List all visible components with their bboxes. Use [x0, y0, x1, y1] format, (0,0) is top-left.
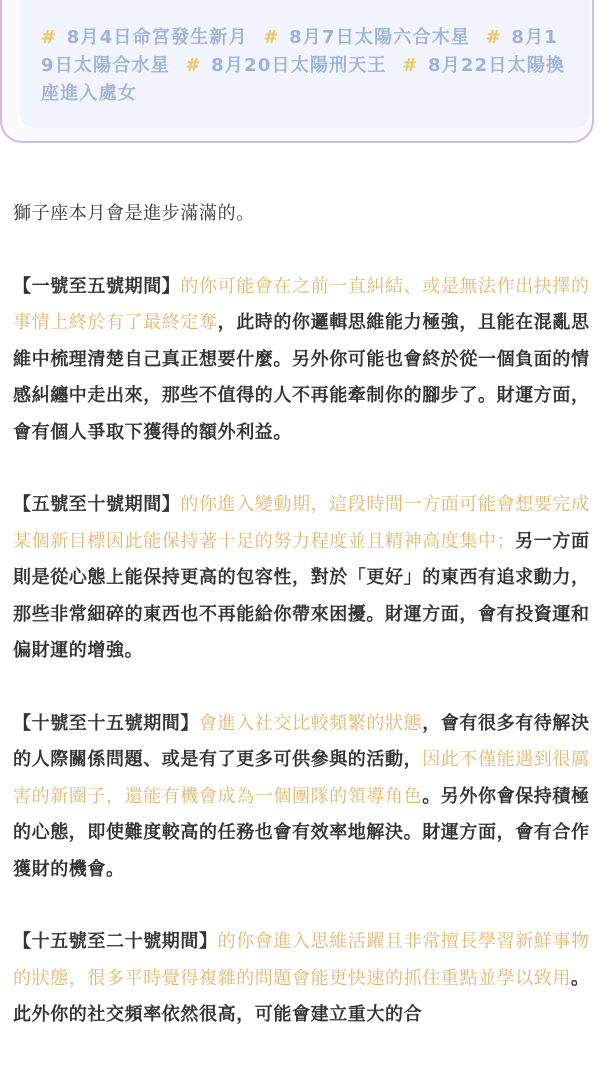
- tag-item[interactable]: [263, 27, 470, 48]
- tag-item[interactable]: [41, 27, 248, 48]
- section-period: 【一號至五號期間】: [13, 275, 181, 297]
- tag-label: 8月20日太陽刑天王: [211, 55, 387, 76]
- section-paragraph: [13, 706, 591, 889]
- section-highlight: 的你會進入思維活躍且非常擅長學習新鮮事物的狀態，很多平時覺得複雜的問題會能更快速的抓住重點並學以致用: [13, 931, 590, 989]
- section-body: 另一方面則是從心態上能保持更高的包容性，對於「更好」的東西有追求動力，那些非常細碎的東西也不再能給你帶來困擾。財運方面，會有投資運和偏財運的增強。: [13, 530, 590, 661]
- hash-icon: #: [185, 55, 202, 76]
- tag-label: 8月19日太陽合水星: [41, 27, 559, 76]
- intro-paragraph: 獅子座本月會是進步滿滿的。: [13, 203, 255, 224]
- tag-label: 8月22日太陽換座進入處女: [41, 55, 566, 104]
- section-body: ，此時的你邏輯思維能力極強，且能在混亂思維中梳理清楚自己真正想要什麼。另外你可能也會終於從一個負面的情感糾纏中走出來，那些不值得的人不再能牽制你的腳步了。財運方面，會有個人爭取下獲得的額外利益。: [13, 312, 590, 443]
- article-content: [13, 196, 591, 1070]
- section-body: 。此外你的社交頻率依然很高，可能會建立重大的合: [13, 967, 590, 1025]
- section-highlight: 會進入社交比較頻繁的狀態: [199, 712, 423, 734]
- section-paragraph: [13, 487, 591, 670]
- astro-tag-list: [41, 24, 569, 108]
- section-paragraph: [13, 269, 591, 452]
- section-period: 【十號至十五號期間】: [13, 712, 199, 734]
- hash-icon: #: [263, 27, 280, 48]
- section-period: 【五號至十號期間】: [13, 494, 181, 515]
- hash-icon: #: [41, 27, 58, 48]
- section-highlight: 的你可能會在之前一直糾結、或是無法作出抉擇的事情上終於有了最終定奪: [13, 275, 590, 333]
- section-paragraph: [13, 924, 591, 1034]
- hash-icon: #: [485, 27, 502, 48]
- tag-label: 8月7日太陽六合木星: [289, 27, 471, 48]
- section-body-2: 。另外你會保持積極的心態，即使難度較高的任務也會有效率地解決。財運方面，會有合作獲財的機會。: [13, 785, 590, 880]
- section-highlight-2: 因此不僅能遇到很厲害的新圈子，還能有機會成為一個團隊的領導角色: [13, 749, 590, 807]
- hash-icon: #: [402, 55, 419, 76]
- section-highlight: 的你進入變動期，這段時間一方面可能會想要完成某個新目標因此能保持著十足的努力程度並且精神高度集中；: [13, 494, 590, 552]
- tag-item[interactable]: [185, 55, 386, 76]
- section-period: 【十五號至二十號期間】: [13, 931, 218, 952]
- section-body: ，會有很多有待解決的人際關係問題、或是有了更多可供參與的活動，: [13, 712, 590, 770]
- tag-label: 8月4日命宮發生新月: [66, 27, 248, 48]
